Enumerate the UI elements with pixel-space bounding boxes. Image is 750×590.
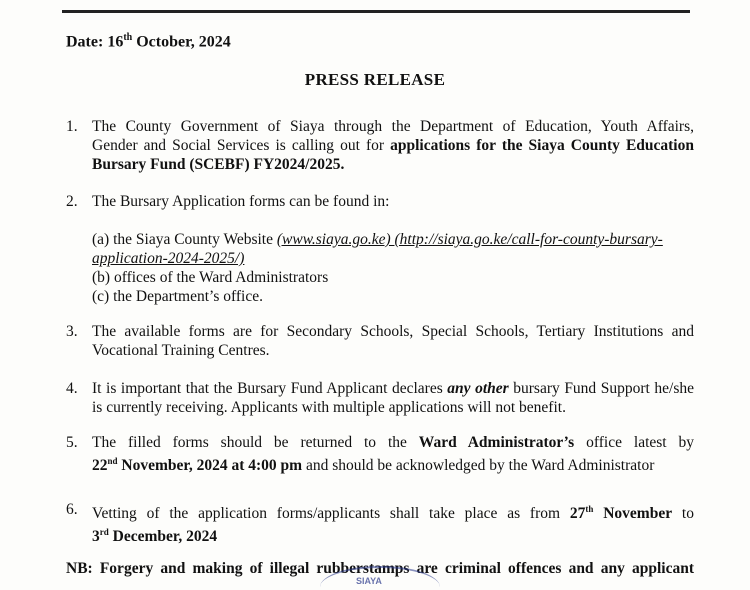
item-line: [92, 379, 694, 398]
list-item-3: [66, 322, 694, 360]
deadline-rest: November, 2024 at 4:00 pm: [117, 457, 303, 475]
vetting-start-month: November: [593, 505, 673, 523]
vetting-start-suffix: th: [585, 504, 594, 514]
item-body: [92, 322, 694, 360]
item-number: 3.: [66, 323, 78, 340]
item-body: [92, 379, 694, 417]
header-rule: [62, 10, 690, 13]
item-body: [92, 192, 694, 211]
item-line: [92, 433, 694, 452]
item-line: Vocational Training Centres.: [92, 342, 270, 359]
item-text-bold: Ward Administrator’s: [418, 434, 575, 451]
item-number: 1.: [66, 118, 78, 135]
item-body: [92, 500, 694, 546]
deadline-day: 22: [92, 457, 108, 475]
vetting-end-rest: December, 2024: [108, 528, 218, 546]
item-line: [92, 136, 694, 155]
option-a-text: (a) the Siaya County Website: [92, 231, 277, 248]
item-text: The filled forms should be returned to the: [92, 434, 419, 451]
item-body: [92, 117, 694, 174]
item-body: [92, 433, 694, 475]
item-text: bursary Fund Support he/she: [508, 380, 694, 397]
item-text: It is important that the Bursary Fund Applicant declares: [92, 380, 448, 397]
rubber-stamp-text: SIAYA: [356, 576, 382, 586]
release-date: [66, 32, 231, 51]
date-rest: October, 2024: [132, 33, 231, 51]
list-item-6: [66, 500, 694, 546]
item-text: office latest by: [574, 434, 694, 451]
page-title: PRESS RELEASE: [304, 70, 446, 89]
date-label: Date: 16: [66, 33, 124, 51]
nb-warning: NB: Forgery and making of illegal rubberstamps are criminal offences and any applicant: [66, 560, 694, 577]
website-link-continued[interactable]: application-2024-2025/): [92, 250, 245, 267]
item-line: [92, 155, 694, 174]
deadline-suffix: nd: [107, 456, 118, 466]
date-suffix: th: [123, 32, 133, 43]
item-number: 2.: [66, 193, 78, 210]
item-number: 6.: [66, 501, 78, 518]
item-text-bold: Bursary Fund (SCEBF) FY2024/2025.: [92, 156, 345, 173]
item-line: The County Government of Siaya through the Department of Education, Youth Affairs,: [92, 118, 694, 135]
website-link[interactable]: (www.siaya.go.ke) (http://siaya.go.ke/call-for-county-bursary-: [276, 231, 663, 248]
list-item-1: [66, 117, 694, 174]
item-line: [92, 500, 694, 523]
item-text: to: [672, 505, 694, 523]
item-line: is currently receiving. Applicants with multiple applications will not benefit.: [92, 399, 566, 416]
item-text: Gender and Social Services is calling out for: [92, 137, 391, 154]
item-line: The Bursary Application forms can be found in:: [92, 193, 390, 210]
vetting-start-day: 27: [569, 505, 586, 523]
location-option-c: (c) the Department’s office.: [92, 288, 263, 305]
item-number: 4.: [66, 380, 78, 397]
item-line: [92, 452, 694, 475]
vetting-end-suffix: rd: [99, 527, 109, 538]
list-item-2: [66, 192, 694, 211]
item-text-bold: applications for the Siaya County Education: [390, 137, 694, 154]
item-number: 5.: [66, 434, 78, 451]
item-text: Vetting of the application forms/applicants shall take place as from: [92, 505, 570, 523]
location-option-a: [92, 230, 694, 268]
location-option-b: (b) offices of the Ward Administrators: [92, 269, 329, 286]
item-text-emphasis: any other: [447, 380, 509, 397]
vetting-end-day: 3: [92, 528, 100, 546]
item-line: [92, 523, 694, 546]
item-line: The available forms are for Secondary Schools, Special Schools, Tertiary Institutions and: [92, 323, 694, 340]
list-item-4: [66, 379, 694, 417]
list-item-5: [66, 433, 694, 475]
item-text: and should be acknowledged by the Ward Administrator: [302, 457, 655, 475]
